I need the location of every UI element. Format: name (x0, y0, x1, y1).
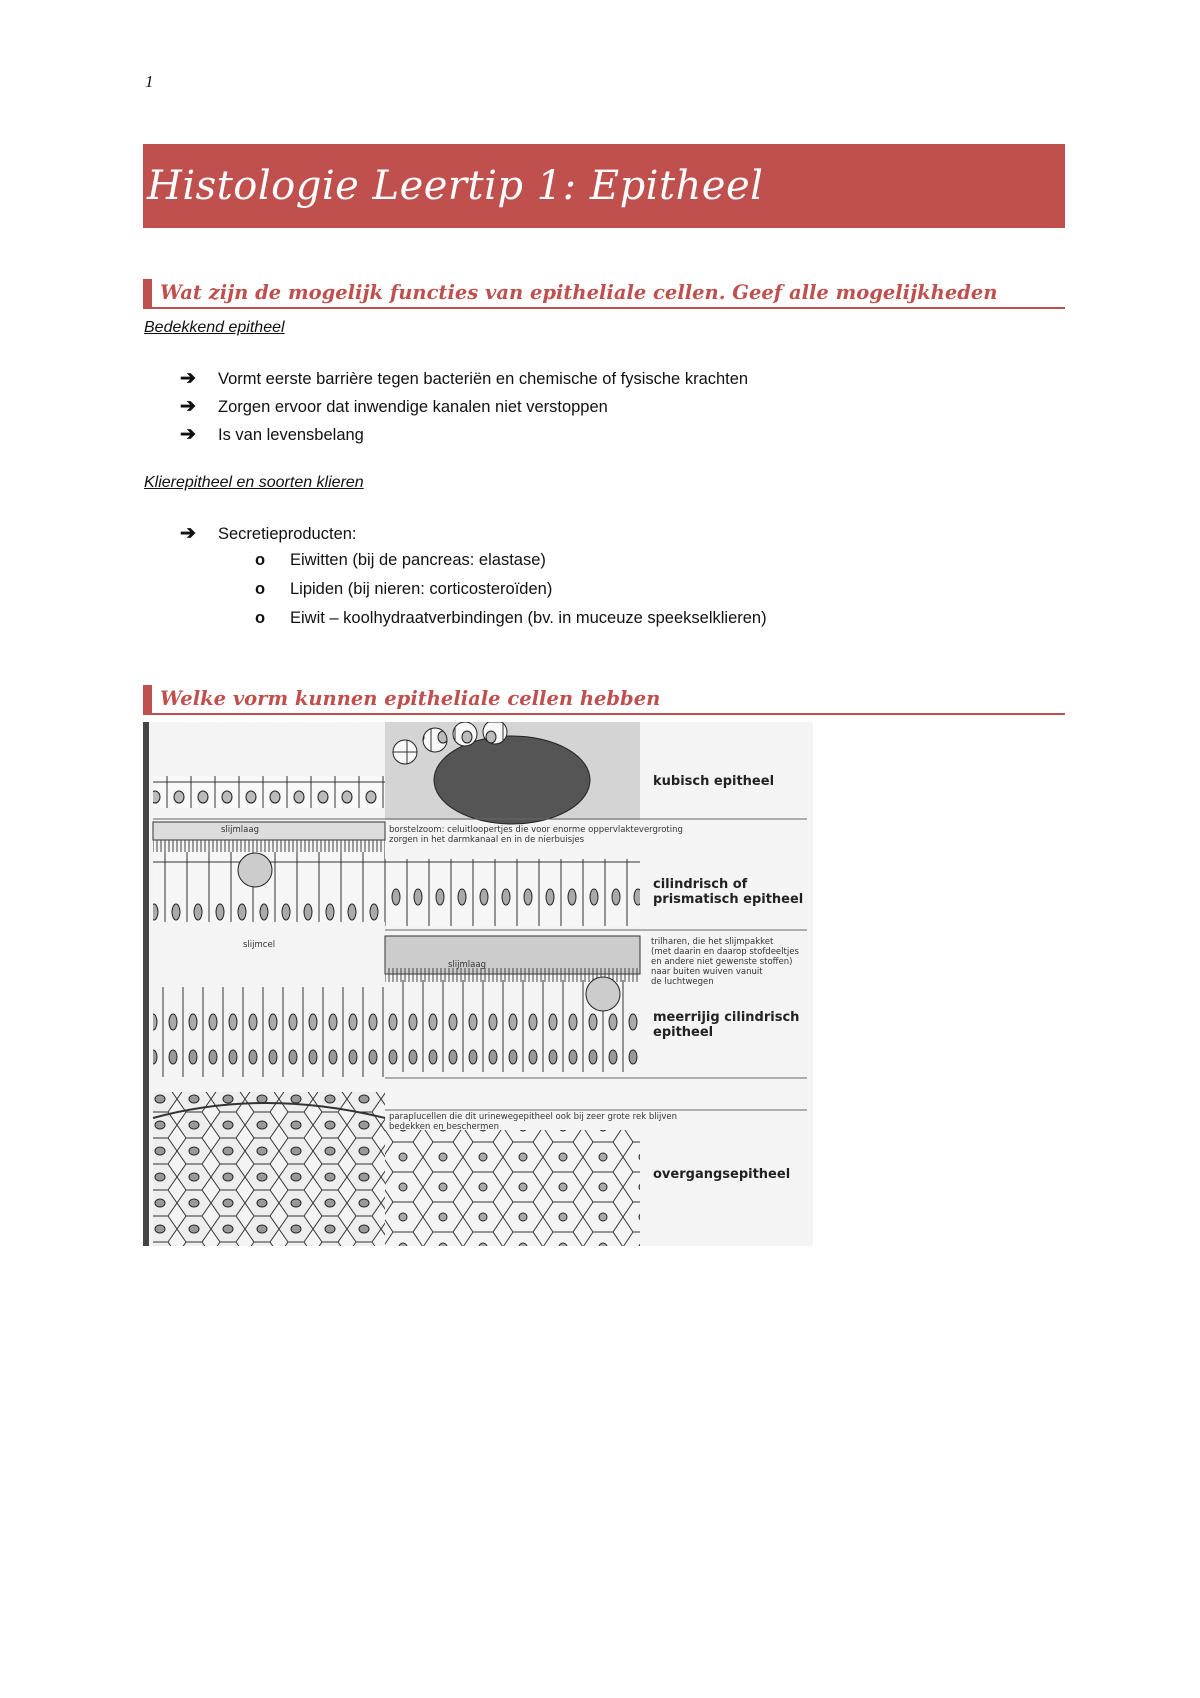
list-item: ➔ Zorgen ervoor dat inwendige kanalen niet verstoppen (180, 396, 608, 417)
arrow-icon: ➔ (180, 523, 196, 544)
bullet-o-icon: o (255, 609, 266, 627)
epithelium-figure (143, 722, 813, 1246)
note-borstelzoom: borstelzoom: celuitloopertjes die voor enorme oppervlaktevergroting zorgen in het darmkanaal en in de nierbuisjes (389, 825, 683, 845)
section-heading-text: Welke vorm kunnen epitheliale cellen hebben (160, 687, 661, 710)
caption-cilindrisch: cilindrisch of prismatisch epitheel (653, 877, 804, 907)
section-heading-functies (143, 279, 1065, 309)
list-item: ➔ Vormt eerste barrière tegen bacteriën en chemische of fysische krachten (180, 368, 749, 389)
list-item: ➔ Is van levensbelang (180, 424, 364, 445)
heading-accent-bar (143, 279, 152, 308)
section-heading-text: Wat zijn de mogelijk functies van epitheliale cellen. Geef alle mogelijkheden (160, 281, 998, 304)
note-trilharen: trilharen, die het slijmpakket (met daarin en daarop stofdeeltjes en andere niet gewenste stoffen) naar buiten wuiven vanuit de luchtwegen (651, 937, 799, 987)
arrow-icon: ➔ (180, 396, 196, 417)
caption-meerrijig: meerrijig cilindrisch epitheel (653, 1010, 800, 1040)
heading-accent-bar (143, 685, 152, 714)
label-slijmlaag-2: slijmlaag (448, 960, 486, 970)
sub-list-item: o Eiwit – koolhydraatverbindingen (bv. in muceuze speekselklieren) (255, 609, 767, 627)
sub-list-item: o Lipiden (bij nieren: corticosteroïden) (255, 580, 553, 598)
page-title: Histologie Leertip 1: Epitheel (147, 163, 764, 209)
title-band (143, 144, 1065, 228)
label-slijmlaag-1: slijmlaag (221, 825, 259, 835)
subheading-bedekkend: Bedekkend epitheel (144, 319, 285, 336)
sub-list-item: o Eiwitten (bij de pancreas: elastase) (255, 551, 546, 569)
list-item: ➔ Secretieproducten: (180, 523, 357, 544)
subheading-klierepitheel: Klierepitheel en soorten klieren (144, 474, 364, 491)
arrow-icon: ➔ (180, 424, 196, 445)
section-heading-vorm (143, 685, 1065, 715)
caption-overgang: overgangsepitheel (653, 1167, 791, 1182)
note-paraplucellen: paraplucellen die dit urinewegepitheel ook bij zeer grote rek blijven bedekken en beschermen (389, 1112, 677, 1132)
arrow-icon: ➔ (180, 368, 196, 389)
caption-kubisch: kubisch epitheel (653, 774, 775, 789)
bullet-o-icon: o (255, 551, 266, 569)
bullet-o-icon: o (255, 580, 266, 598)
page-number: 1 (145, 72, 154, 91)
label-slijmcel: slijmcel (243, 940, 276, 950)
